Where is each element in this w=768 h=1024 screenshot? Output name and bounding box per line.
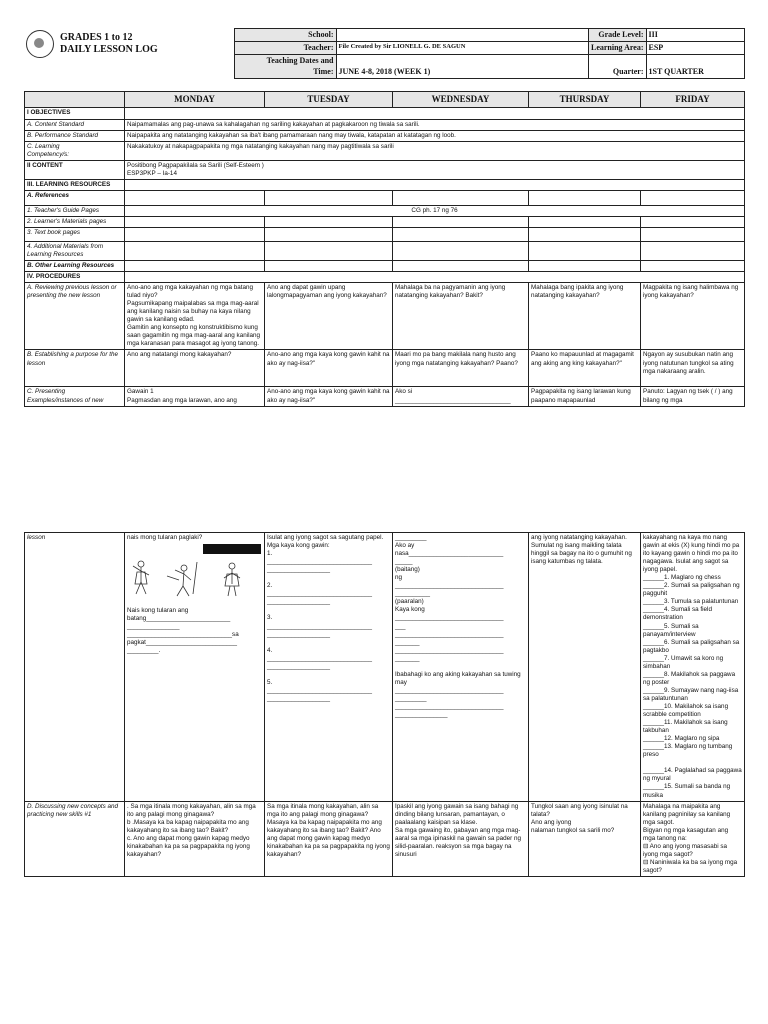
- day-friday: FRIDAY: [641, 91, 745, 108]
- proc-b-monday: Ano ang natatangi mong kakayahan?: [125, 350, 265, 387]
- proc-c-tuesday-cont: Isulat ang iyong sagot sa sagutang papel. Mga kaya kong gawin: 1. ______________________________ __________________ 2. ______________________________ __________________ 3. ______________________________ __________________ 4. ______________________________ __________________ 5. ______________________________ __________________: [265, 533, 393, 802]
- area-value: ESP: [646, 42, 744, 55]
- proc-a-monday: Ano-ano ang mga kakayahan ng mga batang tulad niyo? Pagsumikapang maipalabas sa mga mag-aaral ang kanilang naisin sa buhay na kaya nilang gawin sa kanilang edad. Gamitin ang konsepto ng konstruktibismo kung saan gagamitin ng mga mag-aaral ang kanilang mga karanasan para masagot ag iyong tanong.: [125, 283, 265, 350]
- procedure-d-row: [25, 801, 745, 876]
- label-additional-materials: 4. Additional Materials from Learning Resources: [25, 241, 125, 260]
- section-content: II CONTENT: [25, 160, 125, 179]
- proc-c-monday-prompt: Nais kong tularan ang batang________________________ _______________ ______________________________sa pagkat__________________________ _________.: [127, 607, 239, 655]
- teacher-value: File Created by Sir LIONELL G. DE SAGUN: [336, 42, 588, 55]
- label-procedure-c: C. Presenting Examples/instances of new: [25, 387, 125, 406]
- content-value: Positibong Pagpapakilala sa Sarili (Self-Esteem ) ESP3PKP – Ia-14: [125, 160, 745, 179]
- title-line1: GRADES 1 to 12: [60, 32, 133, 43]
- procedure-c-row-cont: [25, 533, 745, 802]
- label-other-resources: B. Other Learning Resources: [25, 261, 125, 272]
- proc-d-thursday: Tungkol saan ang iyong isinulat na talata? Ano ang iyong nalaman tungkol sa sarili mo?: [529, 801, 641, 876]
- performance-standard-value: Naipapakita ang natatanging kakayahan sa iba't ibang pamamaraan nang may tiwala, katapatan at katatagan ng loob.: [125, 130, 745, 141]
- grade-label: Grade Level:: [588, 29, 646, 42]
- proc-a-friday: Magpakita ng isang halimbawa ng iyong kakayahan?: [641, 283, 745, 350]
- header-logo-block: [24, 29, 234, 79]
- lesson-log-page-2: [24, 532, 744, 1017]
- proc-a-tuesday: Ano ang dapat gawin upang lalongmapagyaman ang iyong kakayahan?: [265, 283, 393, 350]
- procedure-a-row: [25, 283, 745, 350]
- dates-label-line2: Time:: [313, 66, 334, 76]
- redaction-box: [203, 544, 261, 554]
- proc-c-friday-cont: kakayahang na kaya mo nang gawin at ekis (X) kung hindi mo pa ito kayang gawin o hindi mo pa ito nagagawa. Isulat ang sagot sa iyong papel. ______1. Maglaro ng chess ______2. Sumali sa paligsahan ng pagguhit ______3. Tumula sa palatuntunan ______4. Sumali sa field demonstration ______5. Sumali sa panayam/interview ______6. Sumali sa paligsahan sa pagtakbo ______7. Umawit sa koro ng simbahan ______8. Makilahok sa paggawa ng poster ______9. Sumayaw nang nag-iisa sa palatuntunan ______10. Makilahok sa isang scrabble competition ______11. Makilahok sa isang takbuhan ______12. Maglaro ng sipa ______13. Maglaro ng tumbang preso ______14. Paglalahad sa paggawa ng myural ______15. Sumali sa banda ng musika: [641, 533, 745, 802]
- proc-c-monday-question: nais mong tularan paglaki?: [127, 534, 203, 541]
- proc-b-friday: Ngayon ay susubukan natin ang iyong natutunan tungkol sa ating mga nakaraang aralin.: [641, 350, 745, 387]
- lesson-table-page2: [24, 532, 745, 877]
- label-performance-standard: B. Performance Standard: [25, 130, 125, 141]
- procedure-c-row-start: [25, 387, 745, 406]
- deped-seal-icon: [26, 30, 54, 58]
- day-wednesday: WEDNESDAY: [393, 91, 529, 108]
- proc-b-thursday: Paano ko mapauunlad at magagamit ang aking ang king kakayahan?": [529, 350, 641, 387]
- proc-c-friday-start: Panuto: Lagyan ng tsek ( / ) ang bilang ng mga: [641, 387, 745, 406]
- header-table: [24, 28, 745, 79]
- proc-d-wednesday: Ipaskil ang iyong gawain sa isang bahagi ng dinding bilang lunsaran, pamantayan, o paalaalang kaisipan sa klase. Sa mga gawaing ito, gabayan ang mga mag-aaral sa mga ipinaskil na gawain sa pader ng silid-paaralan. reaksyon sa mga bagay na sinusuri: [393, 801, 529, 876]
- proc-a-thursday: Mahalaga bang ipakita ang iyong natatanging kakayahan?: [529, 283, 641, 350]
- competency-value: Nakakatukoy at nakapagpapakita ng mga natatanging kakayahan nang may pagtitiwala sa sarili: [125, 141, 745, 160]
- lesson-table-page1: [24, 91, 745, 407]
- proc-c-thursday-cont: ang iyong natatanging kakayahan. Sumulat ng isang maikling talata hinggil sa bagay na ito o gumuhit ng isang katumbas ng talata.: [529, 533, 641, 802]
- dates-label-line1: Teaching Dates and: [266, 56, 334, 66]
- proc-b-wednesday: Maari mo pa bang makilala nang husto ang iyong mga natatanging kakayahan? Paano?: [393, 350, 529, 387]
- section-resources: III. LEARNING RESOURCES: [25, 179, 125, 190]
- label-procedure-b: B. Establishing a purpose for the lesson: [25, 350, 125, 387]
- label-lm-pages: 2. Learner's Materials pages: [25, 216, 125, 227]
- proc-c-thursday-start: Pagpapakita ng isang larawan kung paapano mapapaunlad: [529, 387, 641, 406]
- label-content-standard: A. Content Standard: [25, 119, 125, 130]
- section-objectives: I OBJECTIVES: [25, 108, 125, 119]
- content-standard-value: Naipamamalas ang pag-unawa sa kahalagahan ng sariling kakayahan at pagkakaroon ng tiwala sa sarili.: [125, 119, 745, 130]
- quarter-value: 1ST QUARTER: [646, 55, 744, 78]
- label-tg-pages: 1. Teacher's Guide Pages: [25, 205, 125, 216]
- section-procedures: IV. PROCEDURES: [25, 272, 125, 283]
- lesson-log-page-1: [24, 28, 744, 464]
- proc-c-monday-start: Gawain 1 Pagmasdan ang mga larawan, ano ang: [125, 387, 265, 406]
- proc-c-wednesday-start: Ako si _________________________________: [393, 387, 529, 406]
- dates-value: JUNE 4-8, 2018 (WEEK 1): [336, 55, 588, 78]
- dates-label: [234, 55, 336, 78]
- day-monday: MONDAY: [125, 91, 265, 108]
- procedure-b-row: [25, 350, 745, 387]
- children-drawing-icon: [127, 558, 257, 598]
- label-procedure-a: A. Reviewing previous lesson or presenting the new lesson: [25, 283, 125, 350]
- proc-d-tuesday: Sa mga itinala mong kakayahan, alin sa mga ito ang palagi mong ginagawa? Masaya ka ba kapag naipapakita mo ang kakayahang ito sa ibang tao? Bakit? Ano ang dapat mong gawin kapag medyo kinakabahan ka pa sa pagpapakita ng iyong kakayahan?: [265, 801, 393, 876]
- quarter-label: Quarter:: [588, 55, 646, 78]
- teacher-label: Teacher:: [234, 42, 336, 55]
- label-competency: C. Learning Competency/s:: [25, 141, 125, 160]
- school-value: [336, 29, 588, 42]
- day-thursday: THURSDAY: [529, 91, 641, 108]
- grade-value: III: [646, 29, 744, 42]
- proc-c-wednesday-cont: _________ Ako ay nasa___________________________ _____ (baitang) ng _______________________________ __________ (paaralan) Kaya kong _______________________________ ___ _______________________________ _______ _______________________________ _______ Ibabahagi ko ang aking kakayahan sa tuwing may _______________________________ _________ _______________________________ _______________: [393, 533, 529, 802]
- label-procedure-c-cont: lesson: [25, 533, 125, 802]
- proc-a-wednesday: Mahalaga ba na pagyamanin ang iyong natatanging kakayahan? Bakit?: [393, 283, 529, 350]
- day-tuesday: TUESDAY: [265, 91, 393, 108]
- proc-d-friday: Mahalaga na maipakita ang kanilang pagninilay sa kanilang mga sagot. Bigyan ng mga kasagutan ang mga tanong na: ⊟ Ano ang iyong masasabi sa iyong mga sagot? ⊟ Naniniwala ka ba sa iyong mga sagot?: [641, 801, 745, 876]
- title-line2: DAILY LESSON LOG: [60, 43, 158, 55]
- label-references: A. References: [25, 190, 125, 205]
- area-label: Learning Area:: [588, 42, 646, 55]
- proc-b-tuesday: Ano-ano ang mga kaya kong gawin kahit na ako ay nag-iisa?": [265, 350, 393, 387]
- proc-d-monday: . Sa mga itinala mong kakayahan, alin sa mga ito ang palagi mong ginagawa? b .Masaya ka ba kapag naipapakita mo ang kakayahang ito sa ibang tao? Bakit? c. Ano ang dapat mong gawin kapag medyo kinakabahan ka pa sa pagpapakita ng iyong kakayahan?: [125, 801, 265, 876]
- tg-pages-value: CG ph. 17 ng 76: [125, 205, 745, 216]
- day-header-row: [25, 91, 745, 108]
- proc-c-monday-cont: [125, 533, 265, 802]
- label-procedure-d: D. Discussing new concepts and practicing new skills #1: [25, 801, 125, 876]
- school-label: School:: [234, 29, 336, 42]
- proc-c-tuesday-start: Ano-ano ang mga kaya kong gawin kahit na ako ay nag-iisa?": [265, 387, 393, 406]
- label-textbook-pages: 3. Text book pages: [25, 227, 125, 241]
